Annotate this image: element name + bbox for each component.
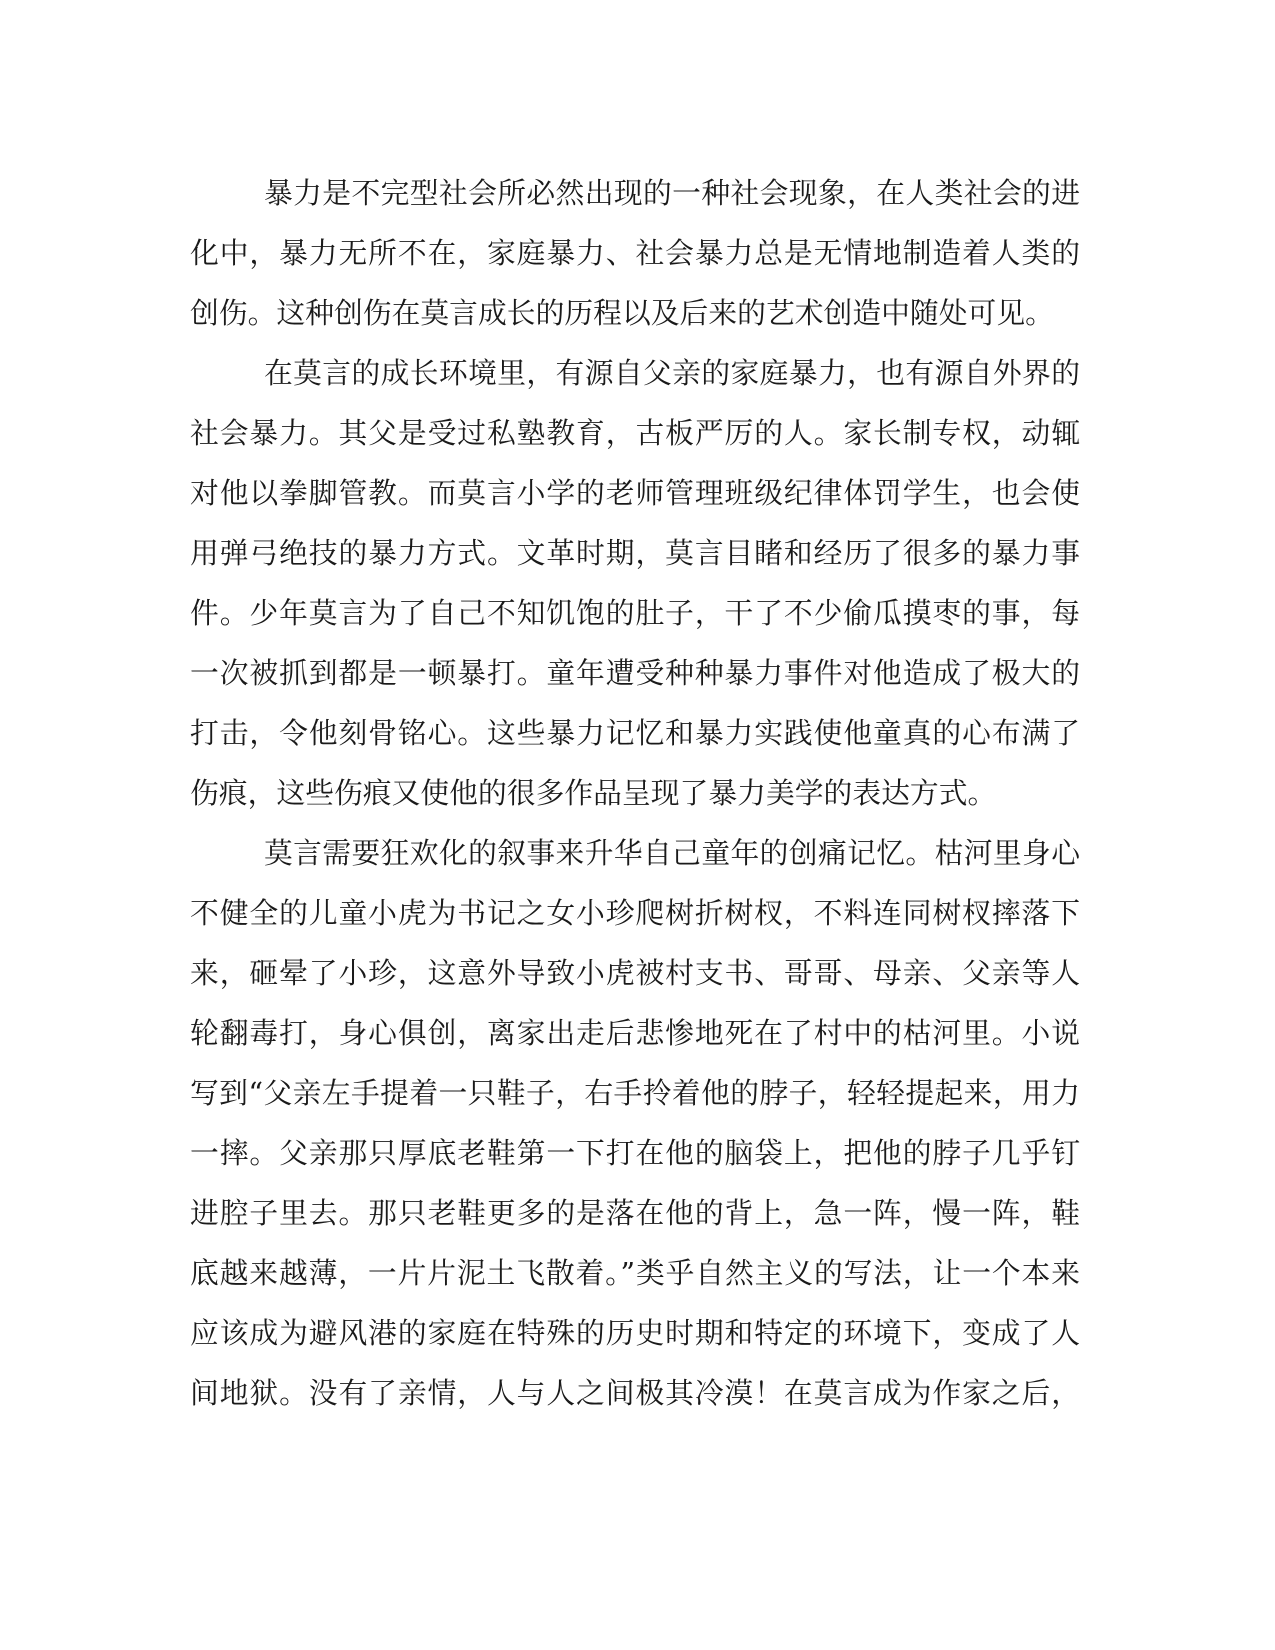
text-line: 写到“父亲左手提着一只鞋子，右手拎着他的脖子，轻轻提起来，用力 (190, 1076, 1080, 1110)
text-line: 应该成为避风港的家庭在特殊的历史时期和特定的环境下，变成了人 (190, 1316, 1080, 1350)
text-line: 化中，暴力无所不在，家庭暴力、社会暴力总是无情地制造着人类的 (190, 236, 1080, 270)
paragraph-carnival-narrative (190, 823, 1080, 1423)
text-line: 伤痕，这些伤痕又使他的很多作品呈现了暴力美学的表达方式。 (190, 776, 997, 810)
body-text (190, 163, 1080, 1423)
text-line: 一摔。父亲那只厚底老鞋第一下打在他的脑袋上，把他的脖子几乎钉 (190, 1136, 1080, 1170)
text-line: 进腔子里去。那只老鞋更多的是落在他的背上，急一阵，慢一阵，鞋 (190, 1196, 1080, 1230)
text-line: 一次被抓到都是一顿暴打。童年遭受种种暴力事件对他造成了极大的 (190, 656, 1080, 690)
text-line: 间地狱。没有了亲情，人与人之间极其冷漠！在莫言成为作家之后， (190, 1376, 1080, 1410)
text-line: 不健全的儿童小虎为书记之女小珍爬树折树杈，不料连同树杈摔落下 (190, 896, 1080, 930)
text-line: 莫言需要狂欢化的叙事来升华自己童年的创痛记忆。枯河里身心 (264, 836, 1080, 870)
text-line: 轮翻毒打，身心俱创，离家出走后悲惨地死在了村中的枯河里。小说 (190, 1016, 1080, 1050)
text-line: 件。少年莫言为了自己不知饥饱的肚子，干了不少偷瓜摸枣的事，每 (190, 596, 1080, 630)
paragraph-growth-environment (190, 343, 1080, 823)
text-line: 社会暴力。其父是受过私塾教育，古板严厉的人。家长制专权，动辄 (190, 416, 1080, 450)
paragraph-violence-intro (190, 163, 1080, 343)
text-line: 底越来越薄，一片片泥土飞散着。”类乎自然主义的写法，让一个本来 (190, 1256, 1080, 1290)
text-line: 对他以拳脚管教。而莫言小学的老师管理班级纪律体罚学生，也会使 (190, 476, 1080, 510)
text-line: 创伤。这种创伤在莫言成长的历程以及后来的艺术创造中随处可见。 (190, 296, 1054, 330)
text-line: 在莫言的成长环境里，有源自父亲的家庭暴力，也有源自外界的 (264, 356, 1080, 390)
text-line: 打击，令他刻骨铭心。这些暴力记忆和暴力实践使他童真的心布满了 (190, 716, 1080, 750)
text-line: 用弹弓绝技的暴力方式。文革时期，莫言目睹和经历了很多的暴力事 (190, 536, 1080, 570)
text-line: 来，砸晕了小珍，这意外导致小虎被村支书、哥哥、母亲、父亲等人 (190, 956, 1080, 990)
text-line: 暴力是不完型社会所必然出现的一种社会现象，在人类社会的进 (264, 176, 1080, 210)
